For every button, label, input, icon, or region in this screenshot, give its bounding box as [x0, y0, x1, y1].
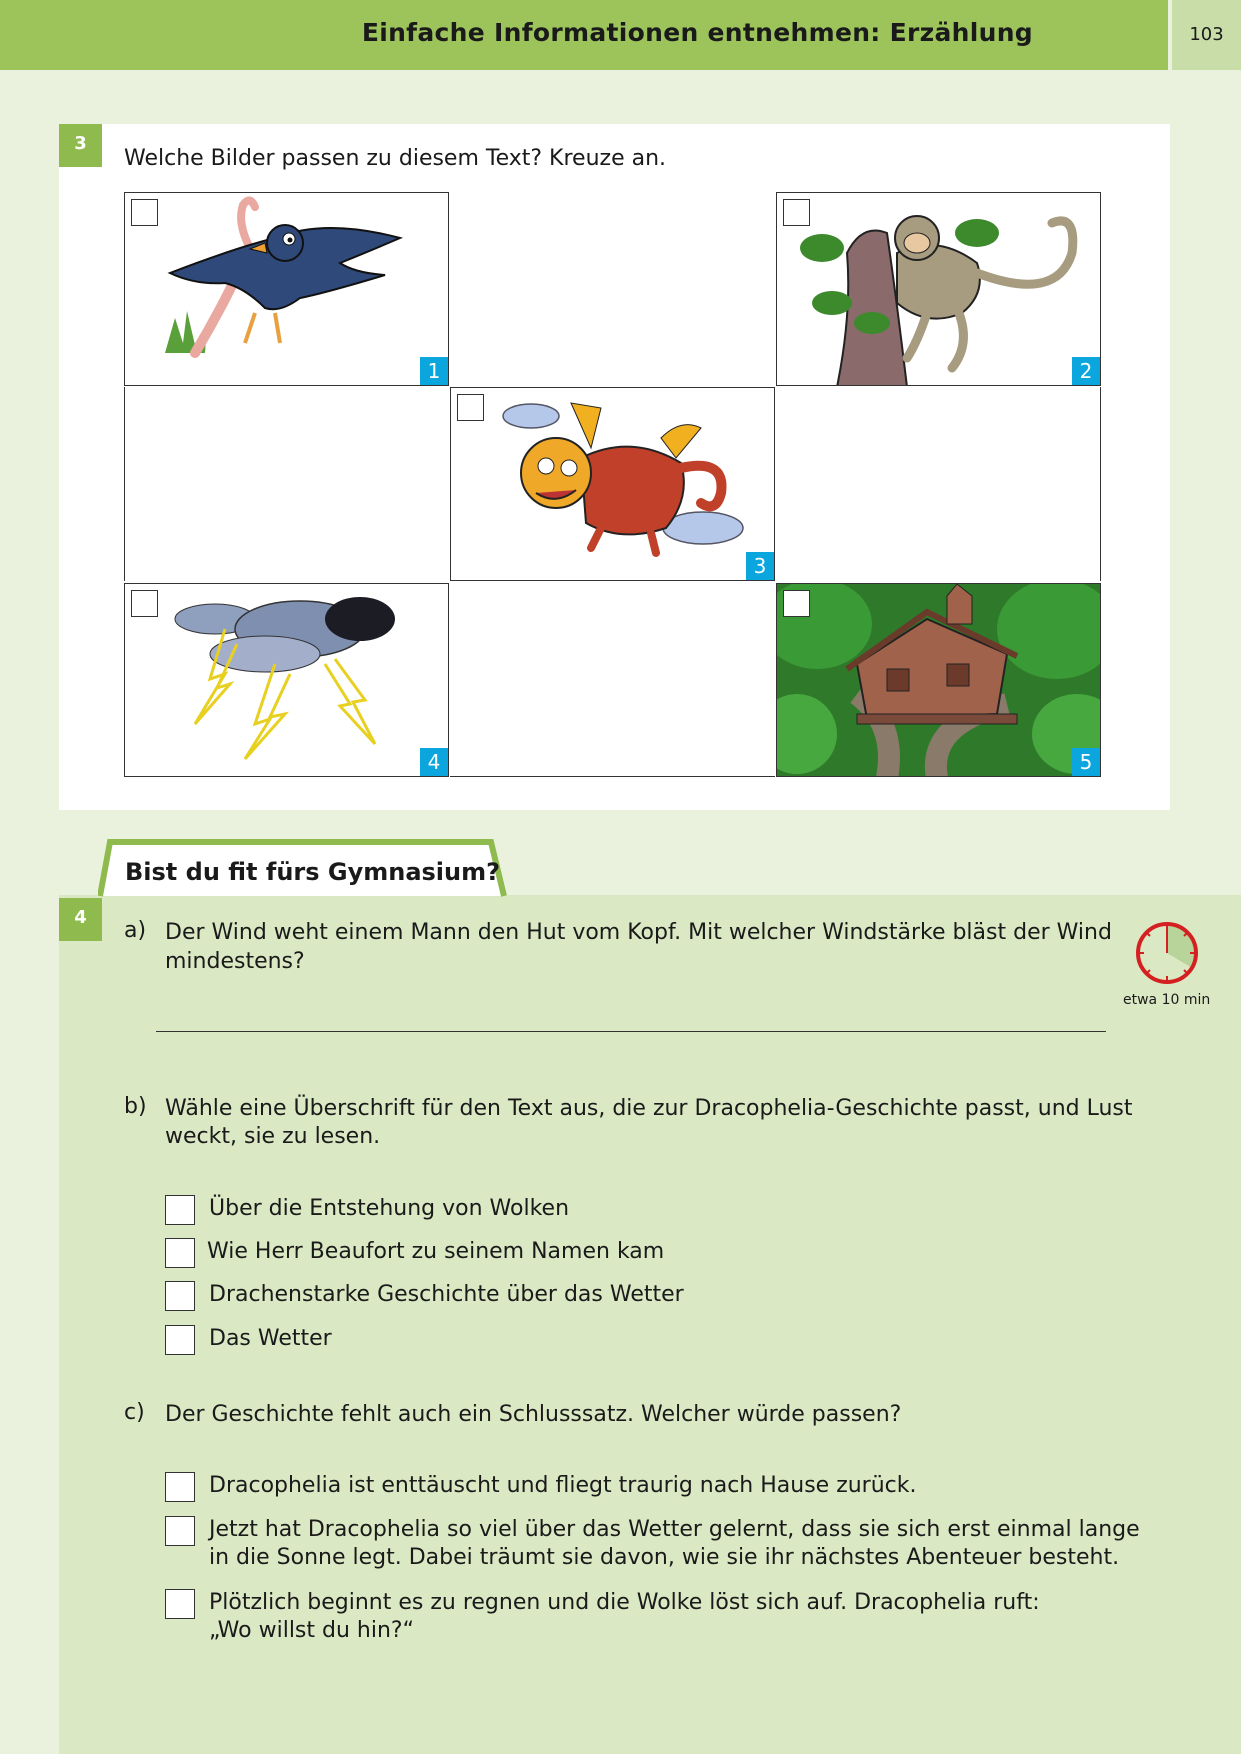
option-c-3-label-line2: „Wo willst du hin?“ — [209, 1618, 414, 1643]
option-c-3-label-line1: Plötzlich beginnt es zu regnen und die Wolke löst sich auf. Dracophelia ruft: — [209, 1590, 1040, 1615]
picture-4-label: 4 — [420, 748, 448, 776]
picture-5-checkbox[interactable] — [783, 590, 810, 617]
picture-cell-3 — [450, 387, 775, 581]
picture-3-checkbox[interactable] — [457, 394, 484, 421]
header-bar — [0, 0, 1168, 70]
option-b-2-label: Wie Herr Beaufort zu seinem Namen kam — [207, 1239, 665, 1264]
monkey-in-tree-icon — [777, 193, 1101, 386]
grid-empty-cell — [450, 192, 775, 386]
question-b-line1: Wähle eine Überschrift für den Text aus, die zur Dracophelia-Geschichte passt, und Lust — [165, 1096, 1133, 1121]
question-b-letter: b) — [124, 1094, 147, 1119]
question-a-line1: Der Wind weht einem Mann den Hut vom Kopf. Mit welcher Windstärke bläst der Wind — [165, 920, 1112, 945]
thunderstorm-icon — [125, 584, 449, 777]
task4-number-badge: 4 — [59, 898, 102, 941]
picture-3-label: 3 — [746, 552, 774, 580]
picture-1-label: 1 — [420, 357, 448, 385]
dragon-icon — [451, 388, 775, 581]
question-c-letter: c) — [124, 1400, 145, 1425]
option-b-2-checkbox[interactable] — [165, 1238, 195, 1268]
picture-5-label: 5 — [1072, 748, 1100, 776]
question-b-line2: weckt, sie zu lesen. — [165, 1124, 381, 1149]
option-c-1-label: Dracophelia ist enttäuscht und fliegt traurig nach Hause zurück. — [209, 1473, 917, 1498]
picture-cell-4 — [124, 583, 449, 777]
option-b-1-checkbox[interactable] — [165, 1195, 195, 1225]
option-b-4-label: Das Wetter — [209, 1326, 332, 1351]
option-c-3-checkbox[interactable] — [165, 1589, 195, 1619]
option-c-2-label-line2: in die Sonne legt. Dabei träumt sie davon, wie sie ihr nächstes Abenteuer besteht. — [209, 1545, 1120, 1570]
picture-cell-2 — [776, 192, 1101, 386]
treehouse-icon — [777, 584, 1101, 777]
page-number-box — [1172, 0, 1241, 70]
page-title: Einfache Informationen entnehmen: Erzählung — [361, 18, 1033, 47]
question-a-line2: mindestens? — [165, 949, 305, 974]
option-b-3-label: Drachenstarke Geschichte über das Wetter — [209, 1282, 684, 1307]
raven-with-worm-icon — [125, 193, 449, 386]
grid-empty-cell — [776, 387, 1101, 581]
picture-2-label: 2 — [1072, 357, 1100, 385]
option-c-2-label-line1: Jetzt hat Dracophelia so viel über das Wetter gelernt, dass sie sich erst einmal lange — [209, 1517, 1140, 1542]
picture-cell-5 — [776, 583, 1101, 777]
page-number: 103 — [1189, 24, 1224, 45]
picture-4-checkbox[interactable] — [131, 590, 158, 617]
option-b-3-checkbox[interactable] — [165, 1281, 195, 1311]
picture-1-checkbox[interactable] — [131, 199, 158, 226]
option-b-1-label: Über die Entstehung von Wolken — [209, 1196, 570, 1221]
question-c-line1: Der Geschichte fehlt auch ein Schlusssatz. Welcher würde passen? — [165, 1402, 902, 1427]
picture-2-checkbox[interactable] — [783, 199, 810, 226]
option-c-2-checkbox[interactable] — [165, 1516, 195, 1546]
answer-line-a[interactable] — [156, 1031, 1106, 1032]
section-tab-title: Bist du fit fürs Gymnasium? — [125, 858, 501, 886]
grid-empty-cell — [124, 387, 449, 581]
task3-number-badge: 3 — [59, 124, 102, 167]
task3-instruction: Welche Bilder passen zu diesem Text? Kreuze an. — [124, 146, 667, 171]
timer-icon — [1132, 918, 1202, 988]
grid-empty-cell — [450, 583, 775, 777]
picture-cell-1 — [124, 192, 449, 386]
timer-label: etwa 10 min — [1123, 992, 1211, 1008]
option-c-1-checkbox[interactable] — [165, 1472, 195, 1502]
question-a-letter: a) — [124, 918, 147, 943]
option-b-4-checkbox[interactable] — [165, 1325, 195, 1355]
